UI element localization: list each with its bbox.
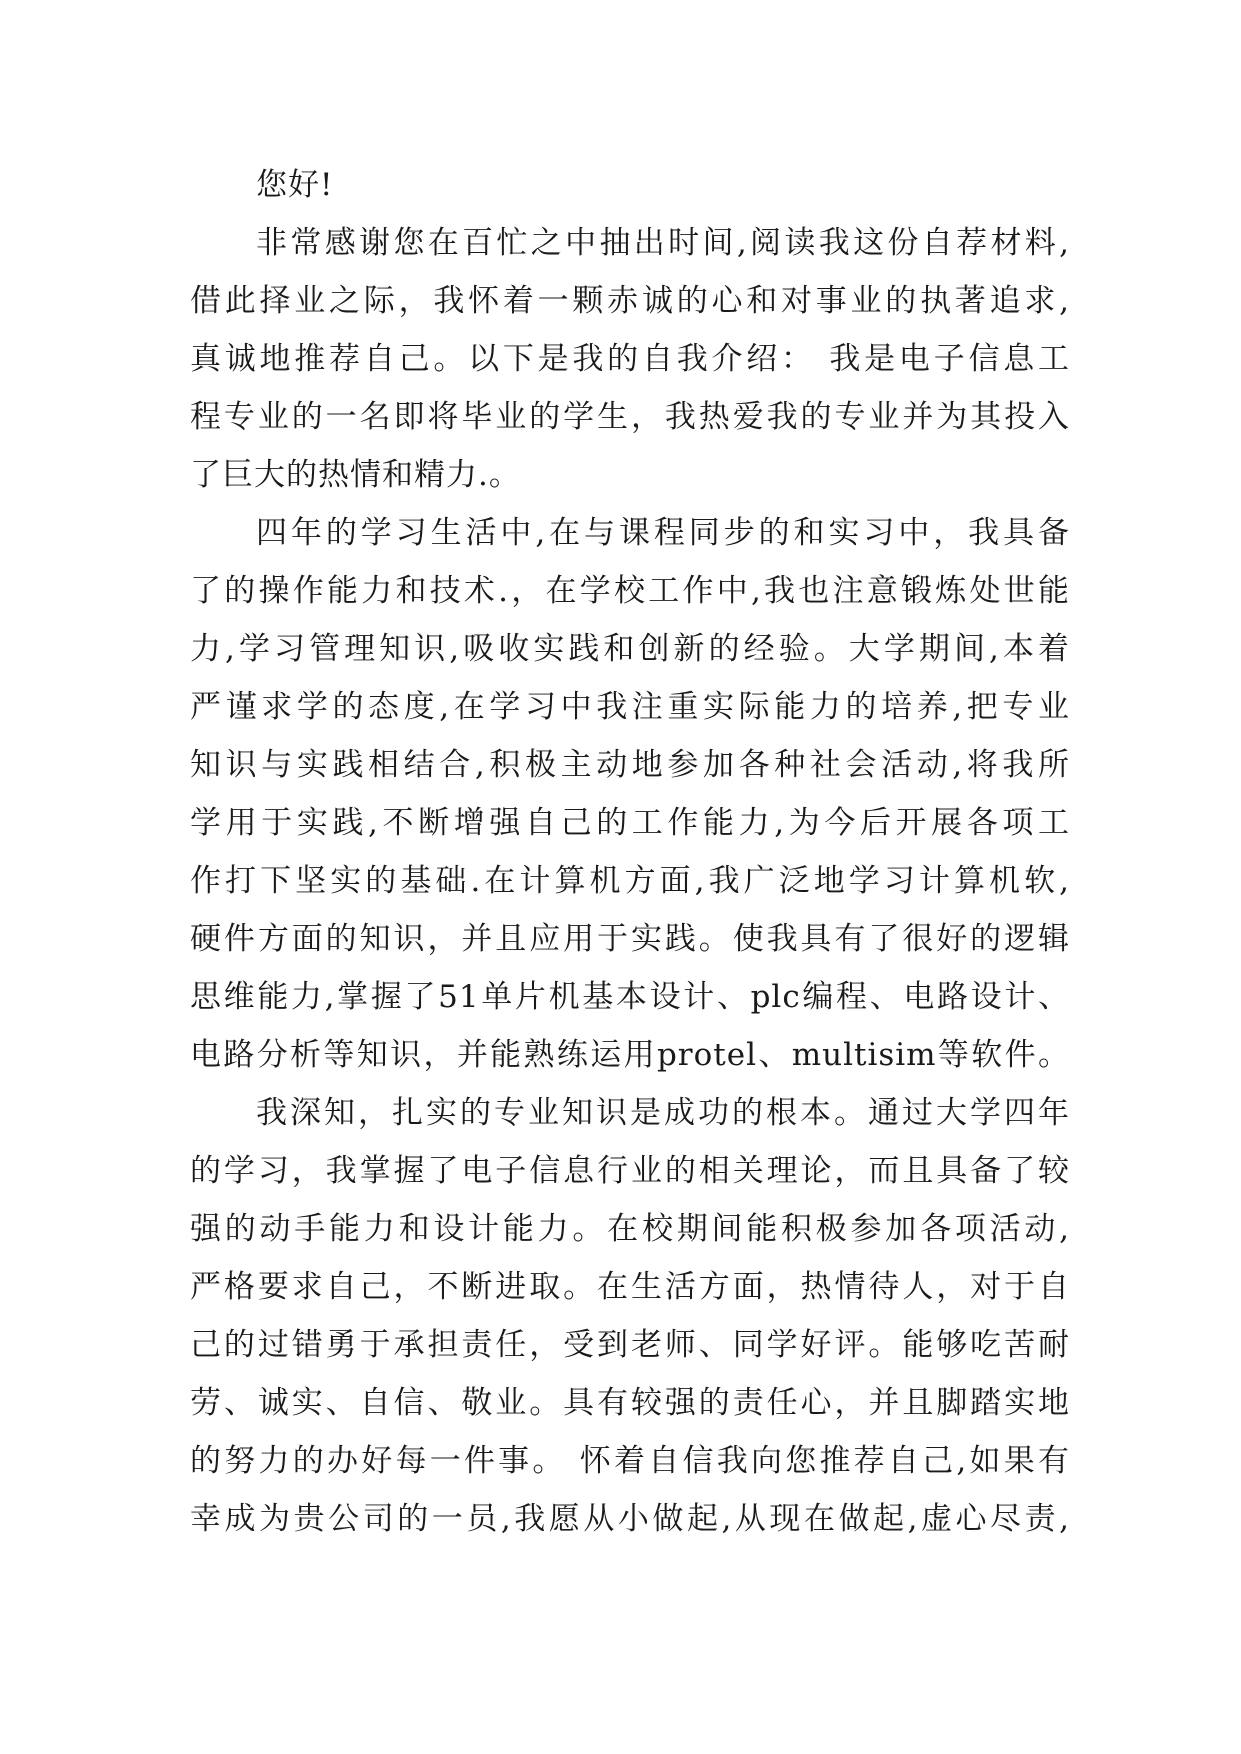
- paragraph-line: 知识与实践相结合,积极主动地参加各种社会活动,将我所: [190, 747, 1070, 783]
- paragraph-line: 幸成为贵公司的一员,我愿从小做起,从现在做起,虚心尽责,: [190, 1501, 1070, 1537]
- paragraph-line: 强的动手能力和设计能力。在校期间能积极参加各项活动,: [190, 1211, 1070, 1247]
- paragraph-line: 劳、诚实、自信、敬业。具有较强的责任心，并且脚踏实地: [190, 1385, 1070, 1421]
- paragraph-line: 的学习，我掌握了电子信息行业的相关理论，而且具备了较: [190, 1153, 1070, 1189]
- paragraph-line: 的努力的办好每一件事。 怀着自信我向您推荐自己,如果有: [190, 1443, 1070, 1479]
- paragraph-line: 电路分析等知识，并能熟练运用protel、multisim等软件。: [190, 1037, 1070, 1073]
- paragraph-line: 了的操作能力和技术.，在学校工作中,我也注意锻炼处世能: [190, 573, 1070, 609]
- paragraph-line: 四年的学习生活中,在与课程同步的和实习中，我具备: [256, 515, 1070, 551]
- paragraph-line: 己的过错勇于承担责任，受到老师、同学好评。能够吃苦耐: [190, 1327, 1070, 1363]
- greeting-line: 您好!: [256, 167, 334, 203]
- paragraph-line: 我深知，扎实的专业知识是成功的根本。通过大学四年: [256, 1095, 1070, 1131]
- paragraph-line: 非常感谢您在百忙之中抽出时间,阅读我这份自荐材料,: [256, 225, 1070, 261]
- paragraph-line: 作打下坚实的基础.在计算机方面,我广泛地学习计算机软,: [190, 863, 1070, 899]
- paragraph-line: 学用于实践,不断增强自己的工作能力,为今后开展各项工: [190, 805, 1070, 841]
- paragraph-line: 程专业的一名即将毕业的学生，我热爱我的专业并为其投入: [190, 399, 1070, 435]
- paragraph-line: 真诚地推荐自己。以下是我的自我介绍： 我是电子信息工: [190, 341, 1070, 377]
- paragraph-line: 了巨大的热情和精力.。: [190, 457, 521, 493]
- paragraph-line: 硬件方面的知识，并且应用于实践。使我具有了很好的逻辑: [190, 921, 1070, 957]
- paragraph-line: 思维能力,掌握了51单片机基本设计、plc编程、电路设计、: [190, 979, 1070, 1015]
- paragraph-line: 严谨求学的态度,在学习中我注重实际能力的培养,把专业: [190, 689, 1070, 725]
- letter-body: [190, 156, 1070, 1548]
- paragraph-line: 严格要求自己，不断进取。在生活方面，热情待人，对于自: [190, 1269, 1070, 1305]
- paragraph-line: 借此择业之际，我怀着一颗赤诚的心和对事业的执著追求,: [190, 283, 1070, 319]
- paragraph-line: 力,学习管理知识,吸收实践和创新的经验。大学期间,本着: [190, 631, 1070, 667]
